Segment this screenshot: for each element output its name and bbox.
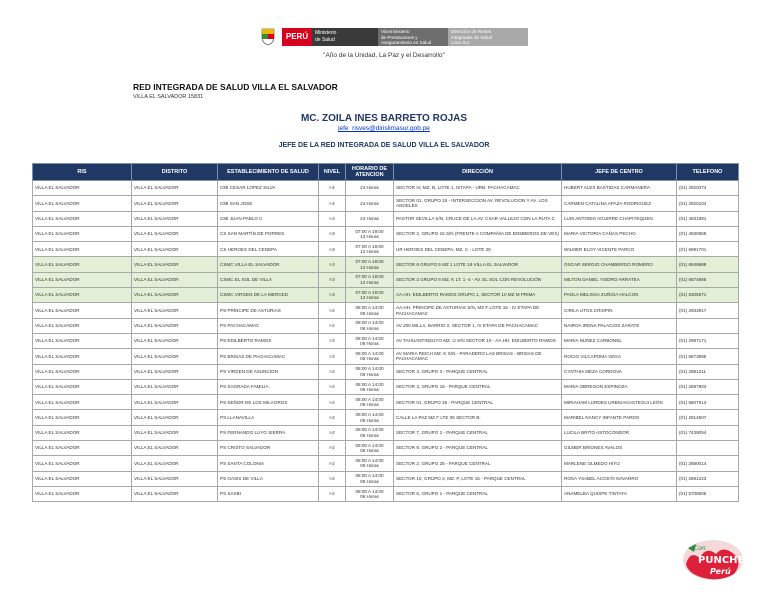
table-row [33,303,739,318]
cell-horario [346,211,394,226]
cell-horario [346,364,394,379]
cell-direccion: AA.HH. PRINCIPE DE ASTURIAS S/N, MZ F LOTE 16 - IV ETAPA DE PACHACAMAC [394,303,562,318]
cell-jefe: MARLENE OLMEDO HIYO [562,456,677,471]
cell-establecimiento: PS PACHACAMAC [218,318,319,333]
cell-establecimiento: PS LLANAVILLA [218,410,319,425]
cell-ris: VILLA EL SALVADOR [33,196,132,211]
table-header-row [33,164,739,181]
cell-direccion: SECTOR 6 GRUPO 5 MZ 1 LOTE 19 VILLA EL SALVADOR [394,257,562,272]
horario-hours: 06 Horas [360,402,379,408]
table-row [33,181,739,196]
horario-hours: 12 Horas [360,249,379,255]
cell-distrito: VILLA EL SALVADOR [132,410,218,425]
horario-hours: 06 Horas [360,371,379,377]
cell-distrito: VILLA EL SALVADOR [132,456,218,471]
cell-horario [346,333,394,348]
cell-jefe: ANAMELBA QUISPE TINTAYA [562,486,677,501]
cell-nivel: I-2 [319,364,346,379]
horario-hours: 06 Horas [360,432,379,438]
cell-distrito: VILLA EL SALVADOR [132,257,218,272]
logo-text-con: Con [694,545,706,552]
person-name: MC. ZOILA INES BARRETO ROJAS [300,113,468,124]
cell-ris: VILLA EL SALVADOR [33,379,132,394]
cell-distrito: VILLA EL SALVADOR [132,441,218,456]
cell-telefono: (01) 2920104 [677,196,739,211]
cell-establecimiento: PS FERNANDO LUYO SIERRA [218,425,319,440]
table-row [33,257,739,272]
person-email-link[interactable]: jefe_risves@dirislimasur.gob.pe [338,125,430,132]
cell-establecimiento: PS SAGRADA FAMILIA [218,379,319,394]
table-row [33,364,739,379]
cell-ris: VILLA EL SALVADOR [33,181,132,196]
cell-direccion: AA.HH. EDILBERTO RAMOS GRUPO 1, SECTOR 10 MZ M PRIMA [394,288,562,303]
cell-direccion: CALLE LA PAZ MZ F LTE 05 SECTOR B. [394,410,562,425]
cell-establecimiento: CMI SAN JOSE [218,196,319,211]
table-row [33,333,739,348]
cell-telefono: (01) 2914507 [677,410,739,425]
cell-nivel: I-2 [319,379,346,394]
org-subtitle: VILLA EL SALVADOR 15831 [133,94,204,100]
cell-distrito: VILLA EL SALVADOR [132,196,218,211]
table-row [33,272,739,287]
horario-range: 08:00 A 14:00 [355,457,384,463]
cell-ris: VILLA EL SALVADOR [33,226,132,241]
cell-establecimiento: CSMC EL SOL DE VILLA [218,272,319,287]
cell-ris: VILLA EL SALVADOR [33,211,132,226]
horario-range: 07:00 A 19:00 [355,289,384,295]
cell-horario [346,379,394,394]
cell-direccion: SECTOR 3, GRUPO 18 - PARQUE CENTRAL [394,379,562,394]
ministry-line-1: Ministerio [315,30,337,36]
table-row [33,318,739,333]
cell-establecimiento: PS VIRGEN DE ASUNCION [218,364,319,379]
cell-nivel: I-3 [319,272,346,287]
cell-nivel: I-2 [319,471,346,486]
cell-nivel: I-4 [319,181,346,196]
cell-ris: VILLA EL SALVADOR [33,456,132,471]
cell-establecimiento: CSMC VIRGEN DE LA MERCED [218,288,319,303]
logo-text-peru: Perú [710,567,731,576]
col-header-telefono: TELEFONO [677,164,739,181]
cell-jefe: ROCIO VILCAPOMA VEGA [562,349,677,364]
horario-range: 08:00 A 14:00 [355,320,384,326]
cell-horario [346,349,394,364]
cell-establecimiento: PS OASIS DE VILLA [218,471,319,486]
cell-direccion: AV 200 MILLA, BARRIO 2, SECTOR 1, IV ETAPA DE PACHACAMAC [394,318,562,333]
cell-direccion: SECTOR IV, MZ. B, LOTE 1, ISTAPA - URB. PACHACAMAC [394,181,562,196]
table-row [33,242,739,257]
cell-jefe: OSCAR SERGIO CHAMBERGO ROMERO [562,257,677,272]
cell-direccion: PASTOR SEVILLA S/N. CRUCE DE LA AV. CSAR VALLEJO CON LA RUTA C [394,211,562,226]
horario-hours: 06 Horas [360,310,379,316]
horario-range: 07:00 A 19:00 [355,243,384,249]
cell-distrito: VILLA EL SALVADOR [132,425,218,440]
cell-ris: VILLA EL SALVADOR [33,441,132,456]
table-row [33,379,739,394]
table-row [33,456,739,471]
cell-direccion: SECTOR 7, GRUPO 1 - PARQUE CENTRAL [394,425,562,440]
table-row [33,425,739,440]
table-row [33,211,739,226]
cell-direccion: AV TAHUANTINSUYO MZ. U S/N SECTOR 10 - AA.HH. EDILBERTO RAMOS [394,333,562,348]
cell-ris: VILLA EL SALVADOR [33,288,132,303]
cell-telefono: (01) 7439054 [677,425,739,440]
cell-nivel: I-2 [319,303,346,318]
cell-telefono: (01) 5306571 [677,288,739,303]
cell-nivel: I-2 [319,441,346,456]
cell-ris: VILLA EL SALVADOR [33,395,132,410]
cell-ris: VILLA EL SALVADOR [33,349,132,364]
horario-range: 08:00 A 14:00 [355,305,384,311]
dir-line-3: Lima Sur [451,40,470,45]
col-header-horario: HORARIO DE ATENCION [346,164,394,181]
cell-distrito: VILLA EL SALVADOR [132,211,218,226]
cell-jefe: CARMEN CATALINA APAZA RODRIGUEZ [562,196,677,211]
horario-hours: 06 Horas [360,494,379,500]
cell-nivel: I-4 [319,211,346,226]
cell-telefono: (01) 6949688 [677,257,739,272]
table-row [33,486,739,501]
cell-horario [346,441,394,456]
cell-horario [346,456,394,471]
horario-hours: 06 Horas [360,341,379,347]
cell-telefono: (01) 5708505 [677,486,739,501]
dir-line-1: Dirección de Redes [451,29,492,34]
cell-establecimiento: CS HEROES DEL CENEPA [218,242,319,257]
cell-jefe: HUBERT ALEX BASTIDAS CARMANERA [562,181,677,196]
cell-establecimiento: CSMC VILLA EL SALVADOR [218,257,319,272]
year-motto: "Año de la Unidad, La Paz y el Desarrollo" [323,52,445,59]
cell-establecimiento: CMI JUAN PABLO II [218,211,319,226]
header-logo-bar [258,26,528,48]
horario-range: 08:00 A 14:00 [355,427,384,433]
horario-hours: 06 Horas [360,387,379,392]
cell-horario [346,486,394,501]
cell-nivel: I-3 [319,226,346,241]
horario-hours: 06 Horas [360,417,379,423]
cell-telefono: (01) 5607513 [677,395,739,410]
cell-direccion: SECTOR 01, GRUPO 25 - PARQUE CENTRAL [394,395,562,410]
cell-distrito: VILLA EL SALVADOR [132,486,218,501]
cell-horario [346,303,394,318]
cell-nivel: I-3 [319,288,346,303]
horario-range: 08:00 A 14:00 [355,396,384,402]
cell-horario [346,471,394,486]
cell-telefono: (01) 2880014 [677,456,739,471]
table-row [33,395,739,410]
cell-ris: VILLA EL SALVADOR [33,257,132,272]
cell-ris: VILLA EL SALVADOR [33,364,132,379]
horario-range: 08:00 A 14:00 [355,473,384,479]
cell-nivel: I-2 [319,395,346,410]
horario-range: 07:00 A 19:00 [355,259,384,265]
cell-distrito: VILLA EL SALVADOR [132,318,218,333]
cell-nivel: I-2 [319,318,346,333]
horario-range: 08:00 A 14:00 [355,488,384,494]
horario-range: 08:00 A 14:00 [355,350,384,356]
national-seal-icon [258,26,278,46]
cell-ris: VILLA EL SALVADOR [33,333,132,348]
cell-nivel: I-2 [319,410,346,425]
cell-distrito: VILLA EL SALVADOR [132,226,218,241]
horario-range: 24 Horas [360,200,379,206]
cell-telefono: (01) 6991701 [677,242,739,257]
horario-range: 07:00 A 19:00 [355,228,384,234]
cell-establecimiento: PS CRISTO SALVADOR [218,441,319,456]
horario-range: 24 Horas [360,215,379,221]
cell-ris: VILLA EL SALVADOR [33,410,132,425]
cell-horario [346,242,394,257]
org-title: RED INTEGRADA DE SALUD VILLA EL SALVADOR [133,82,338,92]
cell-direccion: SECTOR 10, GRUPO 2, MZ. P, LOTE 15 - PARQUE CENTRAL [394,471,562,486]
cell-jefe: MILTON DANIEL YSIDRO ARRATEA [562,272,677,287]
cell-establecimiento: CS SAN MARTÍN DE PORRES [218,226,319,241]
horario-hours: 06 Horas [360,325,379,331]
cell-telefono [677,441,739,456]
cell-distrito: VILLA EL SALVADOR [132,288,218,303]
cell-telefono: (01) 2987171 [677,333,739,348]
horario-hours: 06 Horas [360,463,379,469]
cell-jefe: ROSA YSABEL ACOSTA NAVARRO [562,471,677,486]
cell-telefono [677,318,739,333]
cell-telefono: (01) 4931881 [677,211,739,226]
cell-distrito: VILLA EL SALVADOR [132,272,218,287]
cell-nivel: I-3 [319,242,346,257]
cell-jefe: WILMER ELOY VICENTE PARCO [562,242,677,257]
cell-horario [346,181,394,196]
horario-range: 08:00 A 14:00 [355,381,384,387]
cell-nivel: I-2 [319,486,346,501]
horario-range: 07:00 A 19:00 [355,274,384,280]
health-facilities-table [32,163,739,502]
cell-distrito: VILLA EL SALVADOR [132,181,218,196]
cell-ris: VILLA EL SALVADOR [33,272,132,287]
cell-direccion: SECTOR 2, GRUPO 15 S/N (FRENTE A COMPAÑIA DE BOMBEROS DE VES) [394,226,562,241]
cell-jefe: MARIA OBREGON ESPINOZA [562,379,677,394]
cell-distrito: VILLA EL SALVADOR [132,379,218,394]
col-header-direccion: DIRECCIÓN [394,164,562,181]
cell-nivel: I-2 [319,333,346,348]
horario-range: 08:00 A 14:00 [355,335,384,341]
horario-hours: 12 Horas [360,234,379,240]
cell-nivel: I-2 [319,425,346,440]
cell-telefono: (01) 2881211 [677,364,739,379]
cell-horario [346,196,394,211]
cell-jefe: NAIROA IRENA PALACIOS ZARATE [562,318,677,333]
cell-distrito: VILLA EL SALVADOR [132,395,218,410]
horario-hours: 12 Horas [360,264,379,270]
viceministry-label [378,28,448,46]
cell-telefono: (01) 2920374 [677,181,739,196]
person-role: JEFE DE LA RED INTEGRADA DE SALUD VILLA EL SALVADOR [278,142,490,149]
cell-telefono: (01) 4930655 [677,226,739,241]
cell-establecimiento: CMI CESAR LOPEZ SILVA [218,181,319,196]
col-header-nivel: NIVEL [319,164,346,181]
horario-range: 08:00 A 14:00 [355,366,384,372]
peru-brand-label: PERÚ [282,28,312,46]
ministry-label [312,28,378,46]
cell-jefe: MARIA VICTORIA CAÑAS PECHO [562,226,677,241]
horario-range: 24 Horas [360,185,379,191]
cell-distrito: VILLA EL SALVADOR [132,333,218,348]
cell-direccion: UR HEROES DEL CENEPA. MZ. C - LOTE 20 [394,242,562,257]
col-header-establecimiento: ESTABLECIMIENTO DE SALUD [218,164,319,181]
cell-direccion: SECTOR 01, GRUPO 15 - INTERSECCION AV. REVOLUCION Y AV. LOS ANGELES [394,196,562,211]
cell-distrito: VILLA EL SALVADOR [132,303,218,318]
cell-establecimiento: PS SEÑOR DE LOS MILAGROS [218,395,319,410]
cell-distrito: VILLA EL SALVADOR [132,471,218,486]
cell-telefono: (01) 6873995 [677,349,739,364]
cell-distrito: VILLA EL SALVADOR [132,364,218,379]
cell-establecimiento: PS SANTA COLONIA [218,456,319,471]
logo-text-punche: PUNCHE [698,555,745,566]
table-row [33,441,739,456]
cell-establecimiento: PS PRÍNCIPE DE ASTURIAS [218,303,319,318]
cell-ris: VILLA EL SALVADOR [33,471,132,486]
vice-line-1: Viceministerio [381,29,410,34]
cell-jefe: GILMER BRIONES AVALOS [562,441,677,456]
ministry-line-2: de Salud [315,37,335,43]
cell-jefe: LUCILA BRITO ASTOCONDOR [562,425,677,440]
dir-line-2: Integradas de Salud [451,34,493,40]
cell-direccion: SECTOR 2, GRUPO 26 - PARQUE CENTRAL [394,456,562,471]
table-row [33,196,739,211]
cell-jefe: MARIBEL NANCY INFANTE PARDO [562,410,677,425]
cell-jefe: MARIA NUÑEZ CARBONEL [562,333,677,348]
table-row [33,471,739,486]
cell-horario [346,226,394,241]
cell-nivel: I-2 [319,456,346,471]
cell-jefe: MIRIAHAM LURDES URBISAGASTEGUI LEÓN [562,395,677,410]
cell-jefe: CIRILA UTOS CRISPIN [562,303,677,318]
cell-horario [346,395,394,410]
cell-nivel: I-3 [319,257,346,272]
cell-ris: VILLA EL SALVADOR [33,303,132,318]
table-body [33,181,739,502]
horario-range: 08:00 A 14:00 [355,442,384,448]
vice-line-2: de Prestaciones y [381,34,418,40]
cell-telefono: (01) 2881223 [677,471,739,486]
cell-establecimiento: PS BRISAS DE PACHACAMAC [218,349,319,364]
vice-line-3: Aseguramiento en Salud [381,40,432,45]
cell-distrito: VILLA EL SALVADOR [132,349,218,364]
col-header-jefe: JEFE DE CENTRO [562,164,677,181]
cell-ris: VILLA EL SALVADOR [33,318,132,333]
cell-horario [346,425,394,440]
cell-ris: VILLA EL SALVADOR [33,486,132,501]
horario-hours: 06 Horas [360,448,379,454]
cell-horario [346,288,394,303]
horario-hours: 12 Horas [360,279,379,285]
cell-horario [346,272,394,287]
cell-telefono: (01) 6874885 [677,272,739,287]
cell-distrito: VILLA EL SALVADOR [132,242,218,257]
table-row [33,288,739,303]
col-header-ris: RIS [33,164,132,181]
cell-nivel: I-2 [319,349,346,364]
horario-hours: 06 Horas [360,478,379,484]
cell-direccion: SECTOR 3, GRUPO 3 - PARQUE CENTRAL [394,364,562,379]
cell-jefe: PAOLA MELISSA ZUÑIGA HALCON [562,288,677,303]
cell-establecimiento: PS EDILBERTO RAMOS [218,333,319,348]
table-row [33,349,739,364]
horario-hours: 12 Horas [360,295,379,301]
table-row [33,226,739,241]
col-header-distrito: DISTRITO [132,164,218,181]
cell-telefono: (01) 2933917 [677,303,739,318]
cell-ris: VILLA EL SALVADOR [33,425,132,440]
cell-jefe: CYNTHIA MEZA CORDOVA [562,364,677,379]
cell-jefe: LUIS ANTONIO AGUIRRE CHAPIYEQUEN [562,211,677,226]
cell-ris: VILLA EL SALVADOR [33,242,132,257]
cell-direccion: SECTOR 9, GRUPO 2 - PARQUE CENTRAL [394,441,562,456]
con-punche-peru-logo [680,530,746,584]
cell-horario [346,318,394,333]
direction-label [448,28,528,46]
cell-horario [346,410,394,425]
cell-nivel: I-4 [319,196,346,211]
cell-horario [346,257,394,272]
cell-establecimiento: PS SASBI [218,486,319,501]
cell-direccion: AV MARIA REICH MZ. K S/N - PARADERO LAS BRISAS - BRISAS DE PACHACAMAC [394,349,562,364]
horario-range: 08:00 A 14:00 [355,412,384,418]
cell-direccion: SECTOR 6, GRUPO 1 - PARQUE CENTRAL [394,486,562,501]
horario-hours: 06 Horas [360,356,379,362]
cell-telefono: (01) 2597903 [677,379,739,394]
table-row [33,410,739,425]
cell-direccion: SECTOR 2 GRUPO 6 MZ. K LT. 1 -4 - AV. EL SOL CON REVOLUCIÓN [394,272,562,287]
